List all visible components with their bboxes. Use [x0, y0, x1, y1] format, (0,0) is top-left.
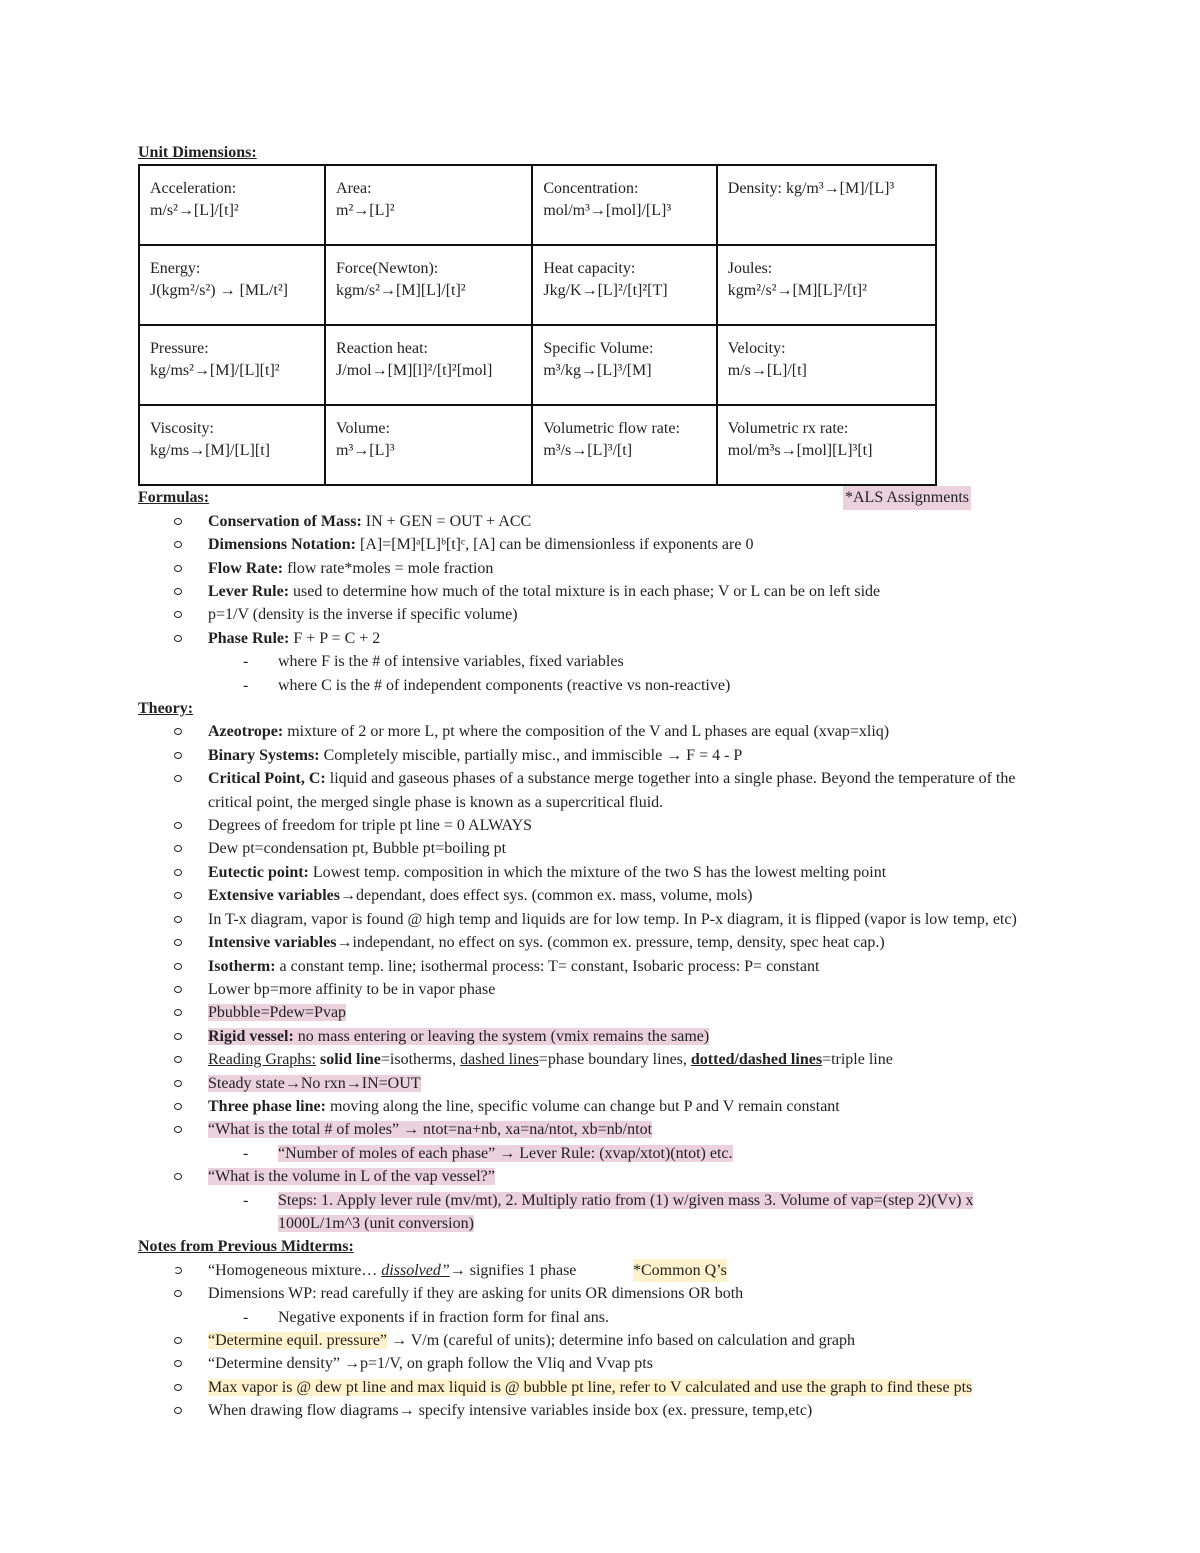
- list-item: [138, 1048, 1056, 1071]
- definition: →dependant, does effect sys. (common ex. mass, volume, mols): [340, 887, 753, 905]
- definition: F + P = C + 2: [289, 629, 381, 647]
- list-item: [138, 767, 1056, 814]
- definition: When drawing flow diagrams→ specify intensive variables inside box (ex. pressure, temp,etc): [208, 1402, 813, 1420]
- list-item: [138, 1376, 1056, 1399]
- table-cell: [717, 325, 936, 405]
- table-cell: [532, 325, 716, 405]
- list-item: [138, 861, 1056, 884]
- unit-value: m/s→[L]/[t]: [727, 362, 807, 380]
- sub-list-item: [138, 650, 1056, 673]
- list-item: [138, 1072, 1056, 1095]
- list-item: [138, 510, 1056, 533]
- unit-name: Energy:: [150, 260, 201, 278]
- definition: Lowest temp. composition in which the mixture of the two S has the lowest melting point: [308, 863, 887, 881]
- formulas-heading: Formulas:: [138, 489, 210, 507]
- unit-value: m²→[L]²: [336, 202, 395, 220]
- bullet-icon: [174, 565, 182, 572]
- term: Isotherm:: [208, 957, 276, 975]
- bullet-icon: [174, 1033, 182, 1040]
- term: dotted/dashed lines: [690, 1051, 823, 1069]
- emphasis: dissolved”: [381, 1261, 450, 1279]
- sub-list-item: [138, 674, 1056, 697]
- list-item: [138, 1399, 1056, 1422]
- table-row: [139, 165, 936, 245]
- unit-dimensions-table: [138, 164, 937, 486]
- bullet-icon: [174, 1173, 182, 1180]
- definition: Completely miscible, partially misc., and immiscible → F = 4 - P: [319, 746, 743, 764]
- list-item: [138, 1118, 1056, 1165]
- unit-name: Area:: [336, 180, 372, 198]
- list-item: [138, 1282, 1056, 1329]
- list-item: [138, 837, 1056, 860]
- list-item: [138, 1025, 1056, 1048]
- definition: =phase boundary lines,: [538, 1051, 691, 1069]
- bullet-icon: [174, 1126, 182, 1133]
- term: Azeotrope:: [208, 723, 284, 741]
- bullet-icon: [174, 752, 182, 759]
- bullet-icon: [174, 1384, 182, 1391]
- definition: =isotherms,: [380, 1051, 461, 1069]
- table-row: [139, 405, 936, 485]
- unit-value: kgm²/s²→[M][L]²/[t]²: [727, 282, 867, 300]
- term: dashed lines: [460, 1051, 539, 1069]
- list-item: [138, 1001, 1056, 1024]
- list-item: [138, 908, 1056, 931]
- definition: In T-x diagram, vapor is found @ high temp and liquids are for low temp. In P-x diagram, it is flipped (vapor is low temp, etc): [208, 910, 1017, 928]
- table-cell: [717, 165, 936, 245]
- unit-value: kg/ms²→[M]/[L][t]²: [150, 362, 280, 380]
- dash-bullet-icon: -: [243, 653, 249, 671]
- unit-name: Joules:: [727, 260, 773, 278]
- definition: used to determine how much of the total mixture is in each phase; V or L can be on left side: [289, 583, 881, 601]
- bullet-icon: [174, 728, 182, 735]
- table-cell: [325, 405, 532, 485]
- table-cell: [532, 245, 716, 325]
- term: Binary Systems:: [208, 746, 320, 764]
- table-cell: [717, 245, 936, 325]
- unit-value: mol/m³s→[mol][L]³[t]: [727, 442, 873, 460]
- term: Three phase line:: [208, 1097, 326, 1115]
- table-cell: [139, 245, 325, 325]
- list-item: [138, 580, 1056, 603]
- unit-value: m³/kg→[L]³/[M]: [543, 362, 652, 380]
- list-item: [138, 978, 1056, 1001]
- list-item: [138, 744, 1056, 767]
- unit-value: J(kgm²/s²) → [ML/t²]: [150, 282, 288, 300]
- bullet-icon: [174, 635, 182, 642]
- dash-bullet-icon: -: [243, 1144, 249, 1162]
- term: Phase Rule:: [208, 629, 290, 647]
- bullet-icon: [174, 775, 182, 782]
- term: Intensive variables: [208, 934, 337, 952]
- table-cell: [325, 245, 532, 325]
- sub-list-item: [138, 1306, 1056, 1329]
- definition: IN + GEN = OUT + ACC: [361, 512, 532, 530]
- sub-item-text: where F is the # of intensive variables, fixed variables: [278, 653, 624, 671]
- table-row: [139, 325, 936, 405]
- definition: “Determine density” →p=1/V, on graph follow the Vliq and Vvap pts: [208, 1355, 653, 1373]
- bullet-icon: [174, 1290, 182, 1297]
- definition: =triple line: [822, 1051, 893, 1069]
- definition: Lower bp=more affinity to be in vapor phase: [208, 980, 496, 998]
- unit-name: Concentration:: [543, 180, 639, 198]
- table-cell: [717, 405, 936, 485]
- dims-sublist: [208, 1306, 1056, 1329]
- sub-item-text: Negative exponents if in fraction form for final ans.: [278, 1308, 609, 1326]
- unit-value: m³→[L]³: [336, 442, 395, 460]
- term: Conservation of Mass:: [208, 512, 362, 530]
- bullet-icon: [174, 1360, 182, 1367]
- sub-list-item: [138, 1142, 1056, 1165]
- unit-value: m³/s→[L]³/[t]: [543, 442, 633, 460]
- unit-value: Jkg/K→[L]²/[t]²[T]: [543, 282, 668, 300]
- list-item: [138, 814, 1056, 837]
- list-item: [138, 955, 1056, 978]
- list-item: [138, 1165, 1056, 1235]
- list-item: [138, 1352, 1056, 1375]
- bullet-icon: [174, 1080, 182, 1087]
- highlighted-definition: “What is the volume in L of the vap vessel?”: [208, 1168, 495, 1186]
- sub-item-text: “Number of moles of each phase” → Lever Rule: (xvap/xtot)(ntot) etc.: [278, 1144, 733, 1162]
- unit-value: J/mol→[M][l]²/[t]²[mol]: [336, 362, 493, 380]
- table-cell: [532, 165, 716, 245]
- definition: →independant, no effect on sys. (common ex. pressure, temp, density, spec heat cap.): [336, 934, 885, 952]
- definition: p=1/V (density is the inverse if specific volume): [208, 606, 518, 624]
- unit-value: mol/m³→[mol]/[L]³: [543, 202, 672, 220]
- volume-sublist: [208, 1189, 1056, 1236]
- unit-name: Heat capacity:: [543, 260, 636, 278]
- dash-bullet-icon: -: [243, 676, 249, 694]
- table-cell: [325, 165, 532, 245]
- list-item: [138, 1329, 1056, 1352]
- definition: → signifies 1 phase: [449, 1261, 577, 1279]
- table-row: [139, 245, 936, 325]
- definition: moving along the line, specific volume can change but P and V remain constant: [325, 1097, 840, 1115]
- definition: mixture of 2 or more L, pt where the composition of the V and L phases are equal (xvap=xliq): [283, 723, 890, 741]
- theory-heading: Theory:: [138, 700, 194, 718]
- list-item: [138, 557, 1056, 580]
- theory-list: [138, 720, 1068, 1235]
- bullet-icon: [174, 822, 182, 829]
- unit-value: kg/ms→[M]/[L][t]: [150, 442, 270, 460]
- list-item: [138, 627, 1056, 697]
- term: Flow Rate:: [208, 559, 284, 577]
- highlighted-definition: Pbubble=Pdew=Pvap: [208, 1004, 347, 1022]
- dash-bullet-icon: -: [243, 1308, 249, 1326]
- unit-name: Viscosity:: [150, 420, 214, 438]
- term: solid line: [319, 1051, 381, 1069]
- definition: flow rate*moles = mole fraction: [283, 559, 494, 577]
- bullet-icon: [174, 845, 182, 852]
- term: Rigid vessel:: [208, 1027, 294, 1045]
- definition: Degrees of freedom for triple pt line = 0 ALWAYS: [208, 817, 533, 835]
- notes-list: [138, 1259, 1068, 1423]
- term: Dimensions Notation:: [208, 536, 357, 554]
- list-item: [138, 603, 1056, 626]
- notes-heading: Notes from Previous Midterms:: [138, 1238, 354, 1256]
- definition: → V/m (careful of units); determine info based on calculation and graph: [387, 1332, 856, 1350]
- table-cell: [325, 325, 532, 405]
- term: Extensive variables: [208, 887, 340, 905]
- term: Critical Point, C:: [208, 770, 326, 788]
- list-item: [138, 1259, 1056, 1282]
- bullet-icon: [174, 611, 182, 618]
- bullet-icon: [174, 963, 182, 970]
- bullet-icon: [174, 1009, 182, 1016]
- bullet-icon: [174, 916, 182, 923]
- list-item: [138, 1095, 1056, 1118]
- bullet-icon: [174, 986, 182, 993]
- bullet-icon: [174, 1337, 182, 1344]
- bullet-icon: [174, 1407, 182, 1414]
- unit-name: Specific Volume:: [543, 340, 654, 358]
- highlighted-definition: “Determine equil. pressure”: [208, 1332, 388, 1350]
- formulas-list: [138, 510, 1068, 697]
- sub-list-item: [138, 1189, 1056, 1236]
- term: Eutectic point:: [208, 863, 309, 881]
- list-item: [138, 884, 1056, 907]
- unit-name: Reaction heat:: [336, 340, 428, 358]
- unit-name: Pressure:: [150, 340, 209, 358]
- moles-sublist: [208, 1142, 1056, 1165]
- unit-name: Density: kg/m³→[M]/[L]³: [727, 180, 895, 198]
- list-item: [138, 533, 1056, 556]
- unit-dimensions-heading: Unit Dimensions:: [138, 144, 257, 161]
- term: Lever Rule:: [208, 583, 290, 601]
- unit-name: Force(Newton):: [336, 260, 439, 278]
- formulas-heading-line: [138, 486, 1068, 509]
- bullet-icon: [174, 892, 182, 899]
- table-cell: [139, 165, 325, 245]
- unit-name: Acceleration:: [150, 180, 237, 198]
- highlighted-definition: “What is the total # of moles” → ntot=na+nb, xa=na/ntot, xb=nb/ntot: [208, 1121, 653, 1139]
- sub-item-text: Steps: 1. Apply lever rule (mv/mt), 2. Multiply ratio from (1) w/given mass 3. Volume of vap=(step 2)(Vv) x 1000L/1m^3 (unit conversion): [278, 1191, 974, 1232]
- term: Reading Graphs:: [208, 1051, 316, 1069]
- definition: Dimensions WP: read carefully if they are asking for units OR dimensions OR both: [208, 1285, 744, 1303]
- unit-name: Volumetric rx rate:: [727, 420, 849, 438]
- bullet-icon: [174, 588, 182, 595]
- bullet-icon: [174, 939, 182, 946]
- definition: a constant temp. line; isothermal process: T= constant, Isobaric process: P= constant: [275, 957, 820, 975]
- table-cell: [139, 405, 325, 485]
- document-content: [138, 141, 1068, 1423]
- phase-rule-sublist: [208, 650, 1056, 697]
- unit-value: kgm/s²→[M][L]/[t]²: [336, 282, 466, 300]
- unit-name: Volumetric flow rate:: [543, 420, 680, 438]
- bullet-icon: [174, 1103, 182, 1110]
- table-cell: [139, 325, 325, 405]
- common-questions-note: *Common Q’s: [633, 1259, 727, 1282]
- unit-value: m/s²→[L]/[t]²: [150, 202, 239, 220]
- bullet-icon: [174, 1267, 182, 1274]
- unit-name: Velocity:: [727, 340, 786, 358]
- definition: Dew pt=condensation pt, Bubble pt=boiling pt: [208, 840, 507, 858]
- definition: liquid and gaseous phases of a substance merge together into a single phase. Beyond the temperature of the critical point, the merged single phase is known as a supercritical fluid.: [208, 770, 1016, 811]
- table-cell: [532, 405, 716, 485]
- definition: “Homogeneous mixture…: [208, 1261, 382, 1279]
- definition: no mass entering or leaving the system (vmix remains the same): [293, 1027, 710, 1045]
- definition: [A]=[M]ᵃ[L]ᵇ[t]ᶜ, [A] can be dimensionless if exponents are 0: [356, 536, 754, 554]
- unit-name: Volume:: [336, 420, 390, 438]
- list-item: [138, 931, 1056, 954]
- dash-bullet-icon: -: [243, 1191, 249, 1209]
- bullet-icon: [174, 869, 182, 876]
- bullet-icon: [174, 1056, 182, 1063]
- highlighted-definition: Max vapor is @ dew pt line and max liquid is @ bubble pt line, refer to V calculated and use the graph to find these pts: [208, 1378, 973, 1396]
- als-assignments-note: *ALS Assignments: [843, 486, 971, 509]
- sub-item-text: where C is the # of independent components (reactive vs non-reactive): [278, 676, 731, 694]
- bullet-icon: [174, 518, 182, 525]
- highlighted-definition: Steady state→No rxn→IN=OUT: [208, 1074, 421, 1092]
- bullet-icon: [174, 541, 182, 548]
- list-item: [138, 720, 1056, 743]
